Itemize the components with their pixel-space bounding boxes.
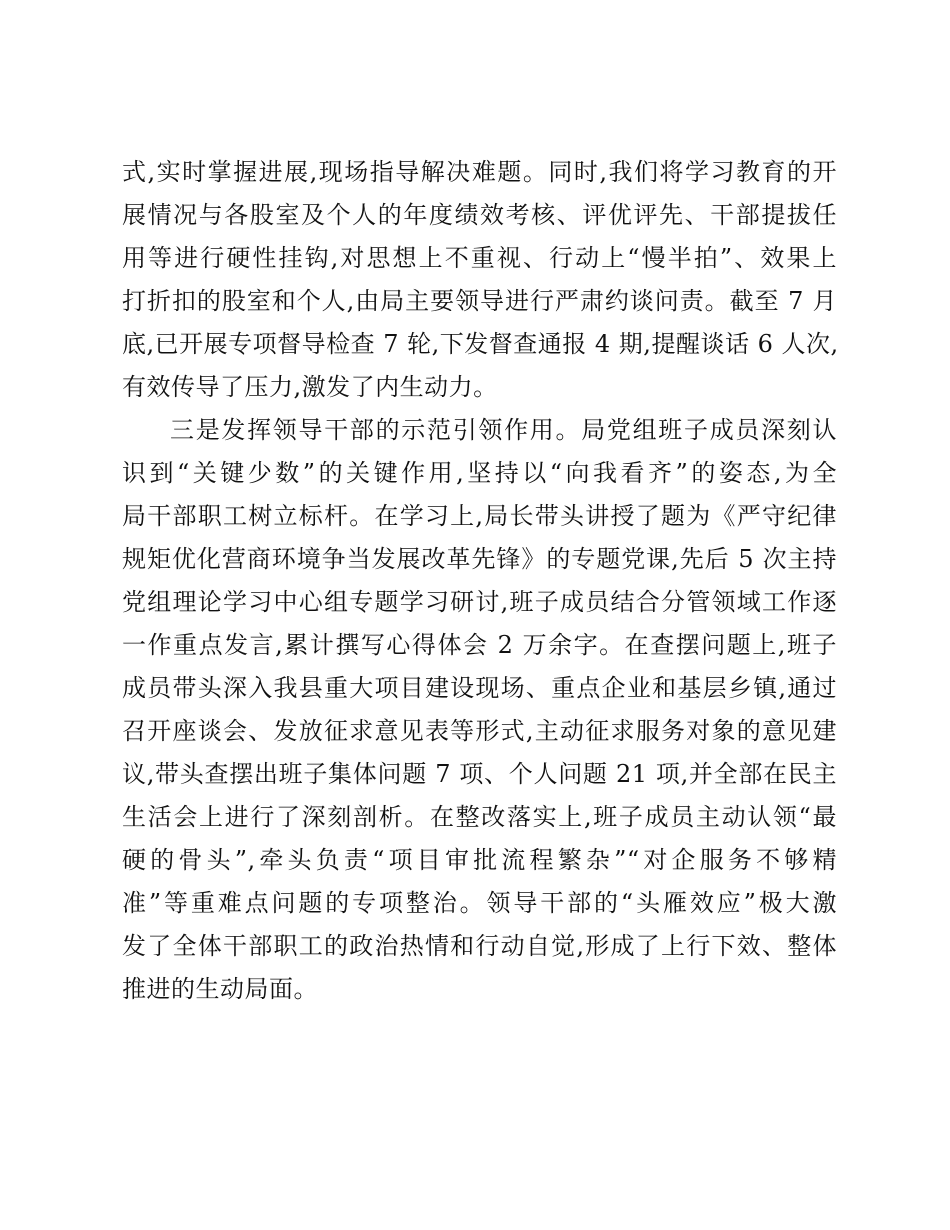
text-line: 议,带头查摆出班子集体问题 7 项、个人问题 21 项,并全部在民主	[122, 760, 837, 788]
paragraph-leadership	[122, 409, 837, 1011]
text-line: 硬的骨头”,牵头负责“项目审批流程繁杂”“对企服务不够精	[122, 846, 837, 874]
text-line: 三是发挥领导干部的示范引领作用。局党组班子成员深刻认	[170, 416, 837, 444]
text-line: 规矩优化营商环境争当发展改革先锋》的专题党课,先后 5 次主持	[122, 545, 837, 573]
paragraph-supervision	[122, 151, 837, 409]
text-line: 打折扣的股室和个人,由局主要领导进行严肃约谈问责。截至 7 月	[122, 287, 837, 315]
text-line: 用等进行硬性挂钩,对思想上不重视、行动上“慢半拍”、效果上	[122, 244, 837, 272]
text-line: 准”等重难点问题的专项整治。领导干部的“头雁效应”极大激	[122, 889, 837, 917]
text-line: 式,实时掌握进展,现场指导解决难题。同时,我们将学习教育的开	[122, 158, 837, 186]
text-line: 召开座谈会、发放征求意见表等形式,主动征求服务对象的意见建	[122, 717, 837, 745]
text-line: 推进的生动局面。	[122, 975, 318, 1003]
document-body	[122, 151, 837, 1011]
text-line: 展情况与各股室及个人的年度绩效考核、评优评先、干部提拔任	[122, 201, 837, 229]
text-line: 底,已开展专项督导检查 7 轮,下发督查通报 4 期,提醒谈话 6 人次,	[122, 330, 839, 358]
text-line: 党组理论学习中心组专题学习研讨,班子成员结合分管领域工作逐	[122, 588, 837, 616]
text-line: 局干部职工树立标杆。在学习上,局长带头讲授了题为《严守纪律	[122, 502, 837, 530]
text-line: 成员带头深入我县重大项目建设现场、重点企业和基层乡镇,通过	[122, 674, 837, 702]
text-line: 发了全体干部职工的政治热情和行动自觉,形成了上行下效、整体	[122, 932, 837, 960]
text-line: 识到“关键少数”的关键作用,坚持以“向我看齐”的姿态,为全	[122, 459, 837, 487]
text-line: 一作重点发言,累计撰写心得体会 2 万余字。在查摆问题上,班子	[122, 631, 837, 659]
text-line: 生活会上进行了深刻剖析。在整改落实上,班子成员主动认领“最	[122, 803, 837, 831]
text-line: 有效传导了压力,激发了内生动力。	[122, 373, 498, 401]
